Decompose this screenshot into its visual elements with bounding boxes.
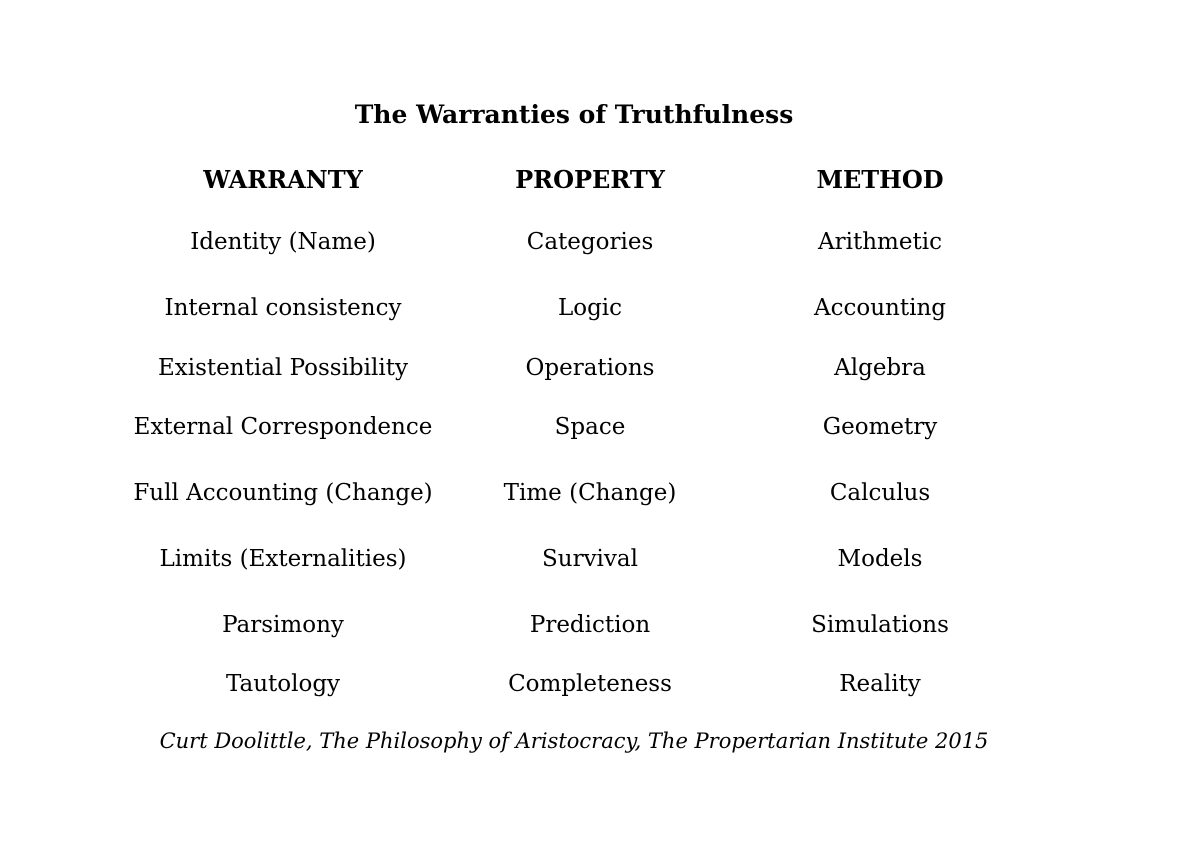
table-cell-warranty: Tautology (225, 671, 341, 697)
citation: Curt Doolittle, The Philosophy of Aristocracy, The Propertarian Institute 2015 (159, 729, 989, 753)
table-cell-method: Simulations (811, 612, 949, 638)
table-cell-warranty: External Correspondence (133, 414, 433, 440)
table-cell-warranty: Full Accounting (Change) (133, 480, 433, 506)
table-cell-warranty: Internal consistency (164, 295, 402, 321)
table-cell-property: Survival (542, 546, 638, 572)
table-cell-property: Prediction (529, 612, 651, 638)
table-cell-method: Algebra (834, 355, 926, 381)
table-cell-method: Reality (839, 671, 921, 697)
column-header-property: PROPERTY (515, 165, 665, 194)
table-cell-method: Calculus (829, 480, 931, 506)
column-header-method: METHOD (816, 165, 944, 194)
table-cell-method: Geometry (822, 414, 938, 440)
table-cell-method: Models (837, 546, 923, 572)
table-cell-method: Arithmetic (818, 229, 942, 255)
table-cell-property: Completeness (508, 671, 672, 697)
table-cell-warranty: Parsimony (222, 612, 344, 638)
table-cell-warranty: Existential Possibility (158, 355, 408, 381)
column-header-warranty: WARRANTY (203, 165, 363, 194)
table-cell-property: Space (554, 414, 626, 440)
table-cell-property: Operations (525, 355, 655, 381)
table-cell-property: Logic (557, 295, 623, 321)
table-cell-property: Time (Change) (503, 480, 677, 506)
table-cell-method: Accounting (814, 295, 946, 321)
table-cell-warranty: Limits (Externalities) (159, 546, 407, 572)
table-cell-warranty: Identity (Name) (190, 229, 376, 255)
document-title: The Warranties of Truthfulness (354, 100, 794, 129)
table-cell-property: Categories (526, 229, 654, 255)
